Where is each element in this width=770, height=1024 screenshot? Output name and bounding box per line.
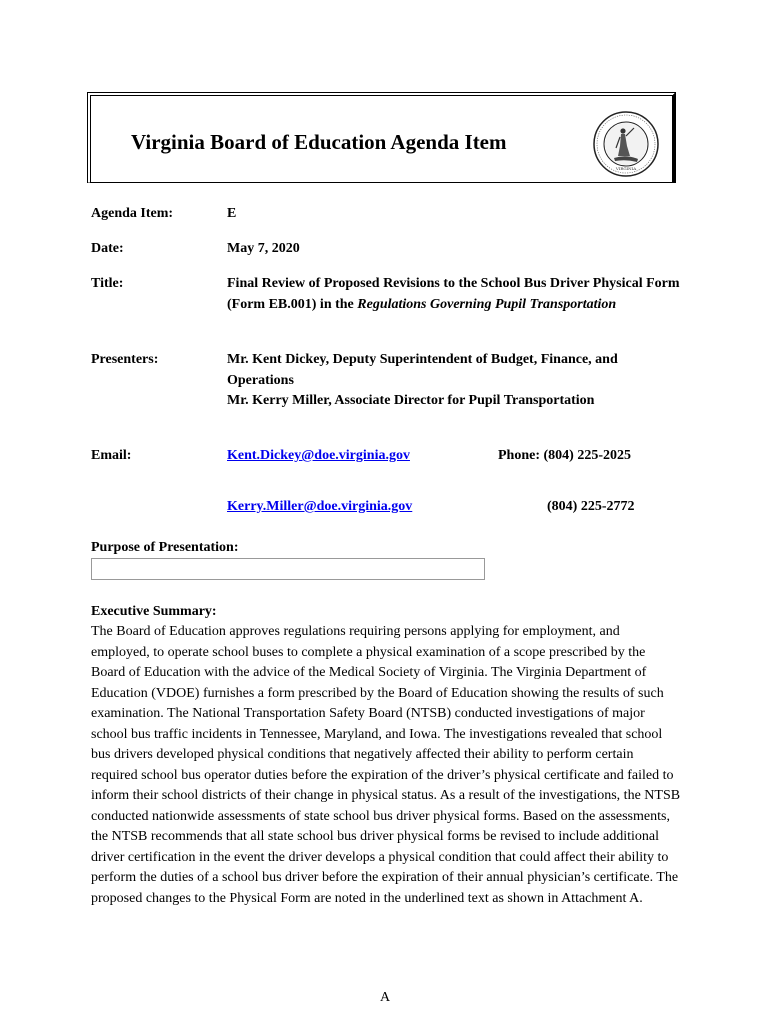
email-label: Email: [91,448,132,463]
agenda-item-label: Agenda Item: [91,206,174,221]
page-title: Virginia Board of Education Agenda Item [131,130,507,154]
phone-1: Phone: (804) 225-2025 [498,448,631,463]
title-value [227,273,687,315]
date-value: May 7, 2020 [227,241,300,256]
email-link-miller[interactable]: Kerry.Miller@doe.virginia.gov [227,499,413,514]
email-link-dickey[interactable]: Kent.Dickey@doe.virginia.gov [227,448,410,463]
email-1-wrap [227,445,410,466]
agenda-item-value: E [227,206,237,221]
presenters-label: Presenters: [91,352,159,367]
purpose-input[interactable] [91,558,485,580]
executive-summary-text: The Board of Education approves regulations requiring persons applying for employment, and employed, to operate school buses to complete a physical examination of a scope prescribed by the Board of Education with the advice of the Medical Society of Virginia. The Virginia Department of Education (VDOE) furnishes a form prescribed by the Board of Education showing the results of such examination. The National Transportation Safety Board (NTSB) conducted investigations of major school bus traffic incidents in Tennessee, Maryland, and Iowa. The investigations revealed that school bus drivers developed physical conditions that negatively affected their ability to perform certain required school bus operator duties before the expiration of the driver’s physical certificate and failed to inform their school districts of their change in physical status. As a result of the investigations, the NTSB conducted nationwide assessments of state school bus driver physical forms. Based on the assessments, the NTSB recommends that all state school bus driver physical forms be revised to include additional driver certification in the event the driver develops a physical condition that could affect their ability to perform the duties of a school bus driver before the expiration of their annual physician’s certificate. The proposed changes to the Physical Form are noted in the underlined text as shown in Attachment A. [91,624,681,906]
title-value-text: Final Review of Proposed Revisions to the School Bus Driver Physical Form (Form EB.001) in the [227,276,680,312]
title-label: Title: [91,276,124,291]
date-label: Date: [91,241,124,256]
phone-2: (804) 225-2772 [547,499,635,514]
svg-text:VIRGINIA: VIRGINIA [615,166,637,171]
virginia-seal-icon [592,110,660,178]
purpose-label: Purpose of Presentation: [91,540,239,555]
page-footer: A [379,990,391,1005]
presenter-2: Mr. Kerry Miller, Associate Director for Pupil Transportation [227,393,595,408]
presenter-1: Mr. Kent Dickey, Deputy Superintendent of Budget, Finance, and Operations [227,352,618,388]
header-box [87,92,676,183]
title-value-italic: Regulations Governing Pupil Transportation [357,297,617,312]
executive-summary-heading: Executive Summary: [91,604,217,619]
email-2-wrap [227,496,412,517]
